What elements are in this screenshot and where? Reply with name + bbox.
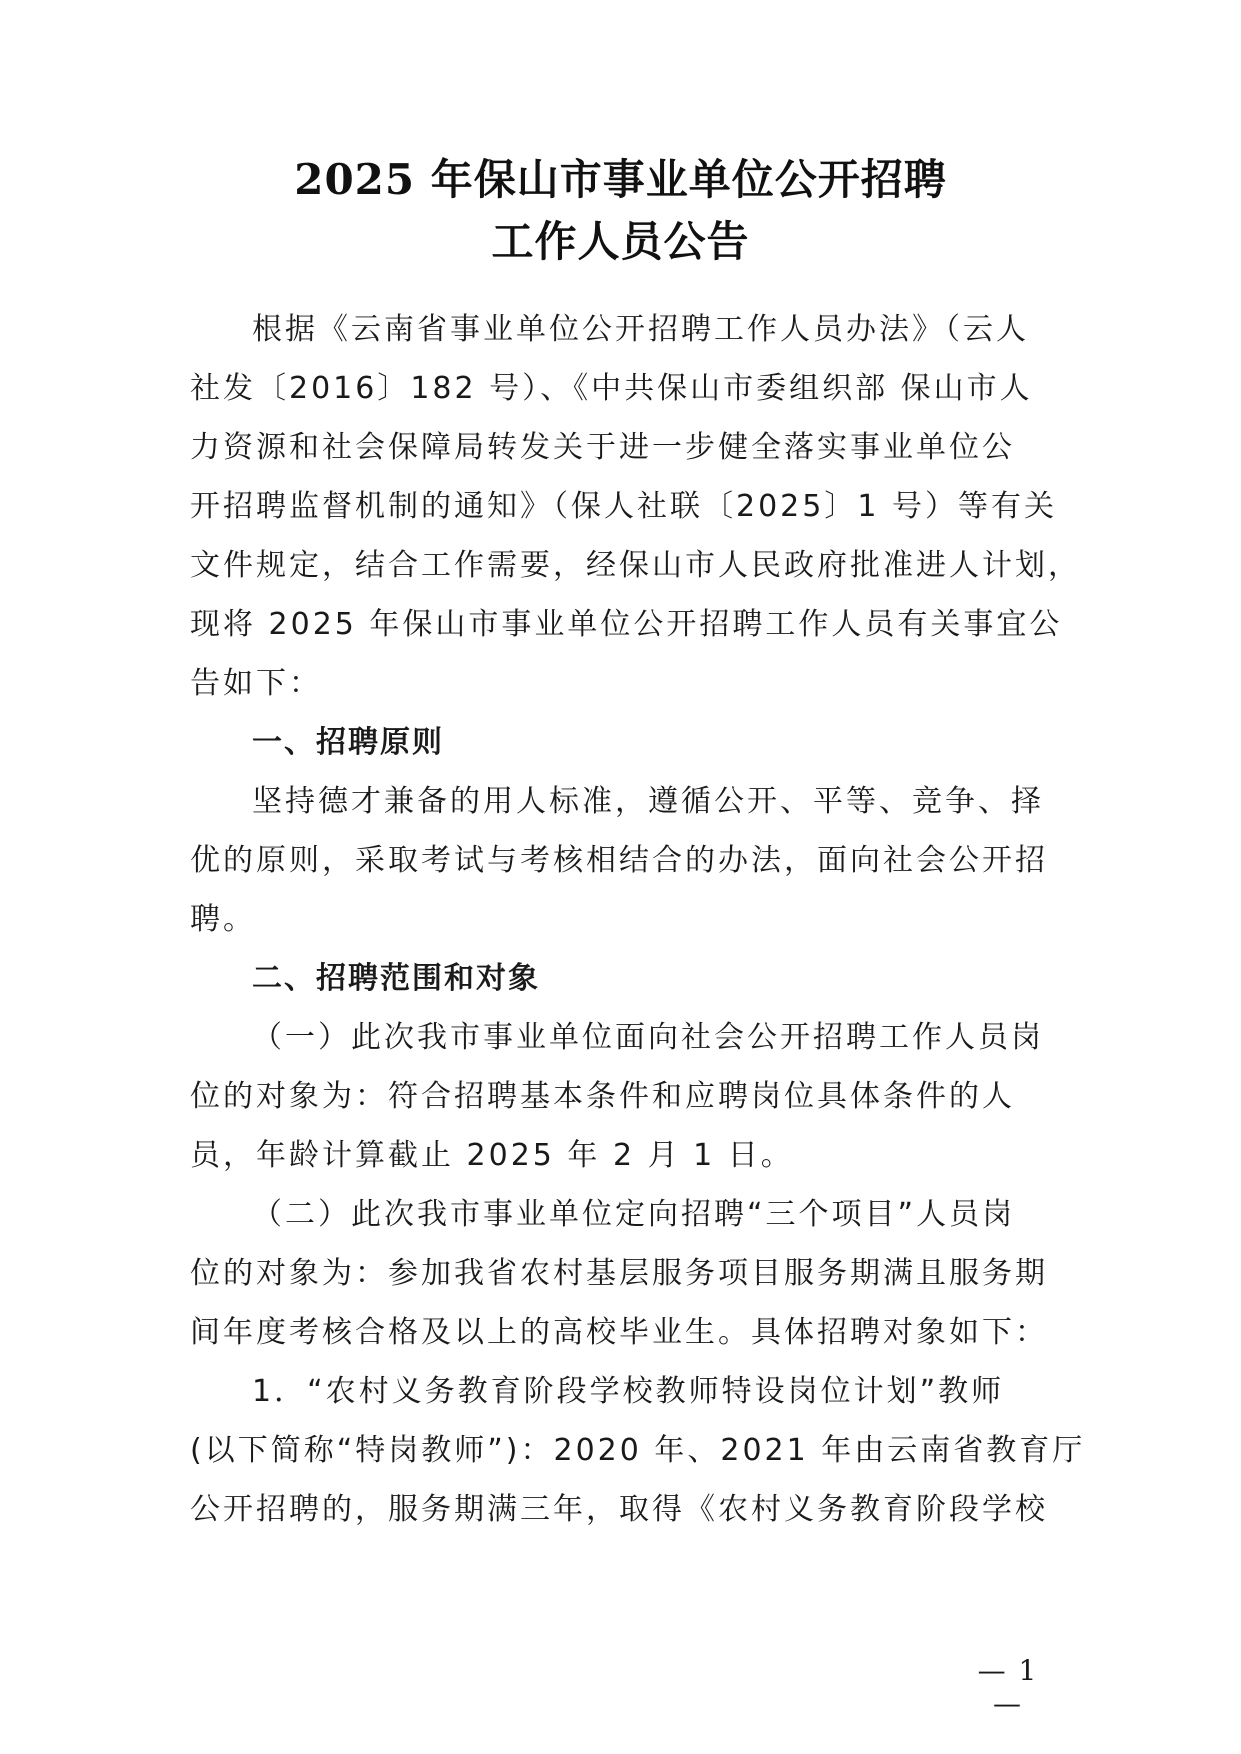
section-heading: 二、招聘范围和对象 <box>252 961 540 996</box>
body-line: 力资源和社会保障局转发关于进一步健全落实事业单位公 <box>190 430 1015 465</box>
body-line: 员，年龄计算截止 2025 年 2 月 1 日。 <box>190 1138 794 1173</box>
body-line: 优的原则，采取考试与考核相结合的办法，面向社会公开招 <box>190 843 1048 878</box>
section-heading: 一、招聘原则 <box>252 725 444 760</box>
page-number: — 1 — <box>977 1654 1039 1720</box>
body-line: 现将 2025 年保山市事业单位公开招聘工作人员有关事宜公 <box>190 607 1063 642</box>
body-line: 坚持德才兼备的用人标准，遵循公开、平等、竞争、择 <box>252 784 1044 819</box>
body-line: 位的对象为：符合招聘基本条件和应聘岗位具体条件的人 <box>190 1079 1015 1114</box>
body-line: 公开招聘的，服务期满三年，取得《农村义务教育阶段学校 <box>190 1492 1048 1527</box>
body-line: 告如下： <box>190 666 322 701</box>
body-line: 根据《云南省事业单位公开招聘工作人员办法》（云人 <box>252 312 1029 347</box>
body-line: 社发〔2016〕182 号）、《中共保山市委组织部 保山市人 <box>190 371 1033 406</box>
body-line: （一）此次我市事业单位面向社会公开招聘工作人员岗 <box>252 1020 1044 1055</box>
body-line: 间年度考核合格及以上的高校毕业生。具体招聘对象如下： <box>190 1315 1048 1350</box>
document-title-line-1: 2025 年保山市事业单位公开招聘 <box>294 155 947 204</box>
body-line: 文件规定，结合工作需要，经保山市人民政府批准进人计划， <box>190 548 1081 583</box>
document-title-line-2: 工作人员公告 <box>491 217 750 266</box>
body-line: 位的对象为：参加我省农村基层服务项目服务期满且服务期 <box>190 1256 1048 1291</box>
body-line: （二）此次我市事业单位定向招聘“三个项目”人员岗 <box>252 1197 1016 1232</box>
body-line: (以下简称“特岗教师”)：2020 年、2021 年由云南省教育厅 <box>190 1433 1086 1468</box>
body-line: 1．“农村义务教育阶段学校教师特设岗位计划”教师 <box>252 1374 1005 1409</box>
document-body <box>190 300 1086 1539</box>
body-line: 开招聘监督机制的通知》（保人社联〔2025〕1 号）等有关 <box>190 489 1057 524</box>
body-line: 聘。 <box>190 902 256 937</box>
